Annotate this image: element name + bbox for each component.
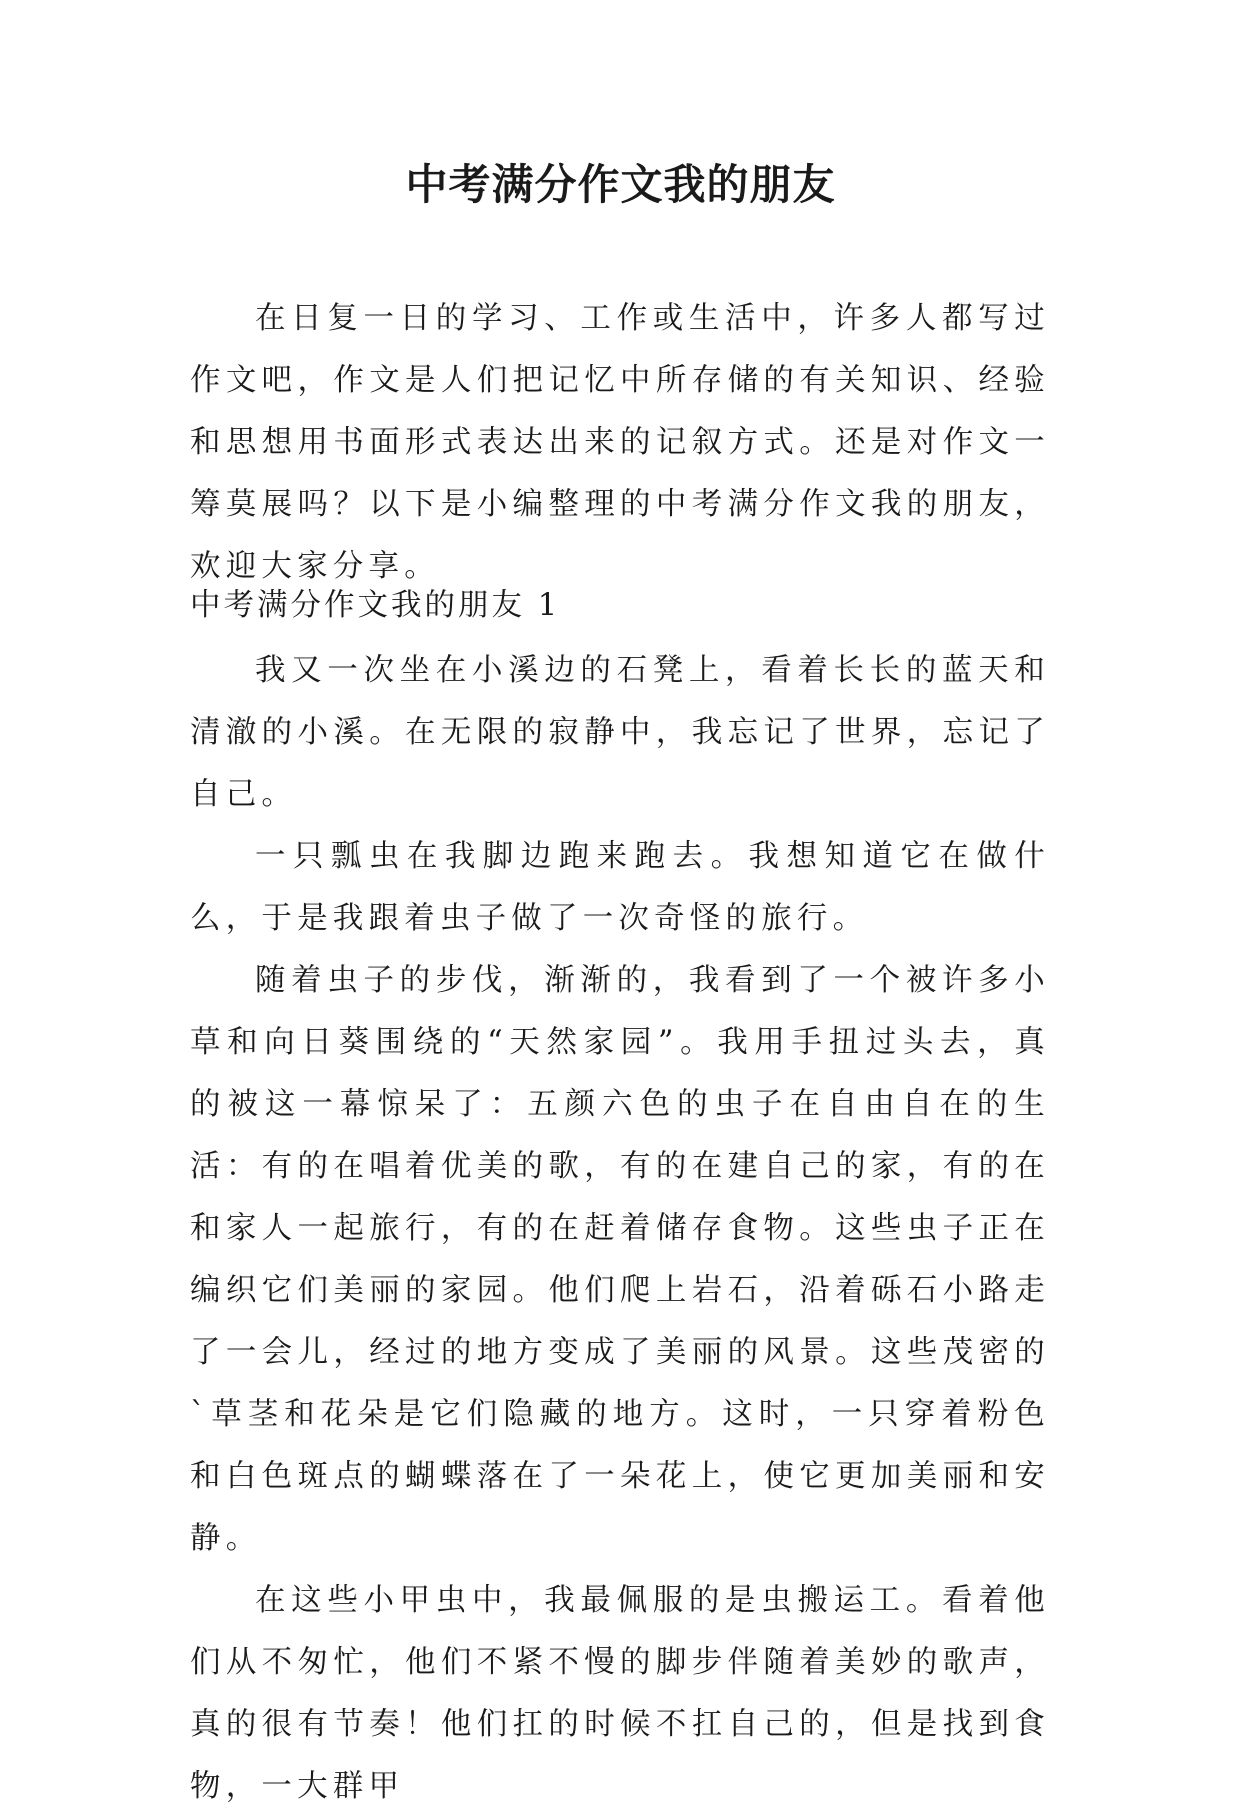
story-paragraph: 一只瓢虫在我脚边跑来跑去。我想知道它在做什么，于是我跟着虫子做了一次奇怪的旅行。 <box>190 839 1050 936</box>
story-body <box>190 640 1050 1818</box>
section-heading: 中考满分作文我的朋友 1 <box>190 588 561 623</box>
story-paragraph: 我又一次坐在小溪边的石凳上，看着长长的蓝天和清澈的小溪。在无限的寂静中，我忘记了世界，忘记了自己。 <box>190 653 1050 812</box>
story-paragraph: 随着虫子的步伐，渐渐的，我看到了一个被许多小草和向日葵围绕的“天然家园”。我用手扭过头去，真的被这一幕惊呆了：五颜六色的虫子在自由自在的生活：有的在唱着优美的歌，有的在建自己的家，有的在和家人一起旅行，有的在赶着储存食物。这些虫子正在编织它们美丽的家园。他们爬上岩石，沿着砾石小路走了一会儿，经过的地方变成了美丽的风景。这些茂密的`草茎和花朵是它们隐藏的地方。这时，一只穿着粉色和白色斑点的蝴蝶落在了一朵花上，使它更加美丽和安静。 <box>190 963 1050 1556</box>
story-paragraph: 在这些小甲虫中，我最佩服的是虫搬运工。看着他们从不匆忙，他们不紧不慢的脚步伴随着美妙的歌声，真的很有节奏！他们扛的时候不扛自己的，但是找到食物，一大群甲 <box>190 1583 1050 1804</box>
document-title: 中考满分作文我的朋友 <box>405 160 836 209</box>
intro-paragraph: 在日复一日的学习、工作或生活中，许多人都写过作文吧，作文是人们把记忆中所存储的有关知识、经验和思想用书面形式表达出来的记叙方式。还是对作文一筹莫展吗？以下是小编整理的中考满分作文我的朋友，欢迎大家分享。 <box>190 301 1050 584</box>
